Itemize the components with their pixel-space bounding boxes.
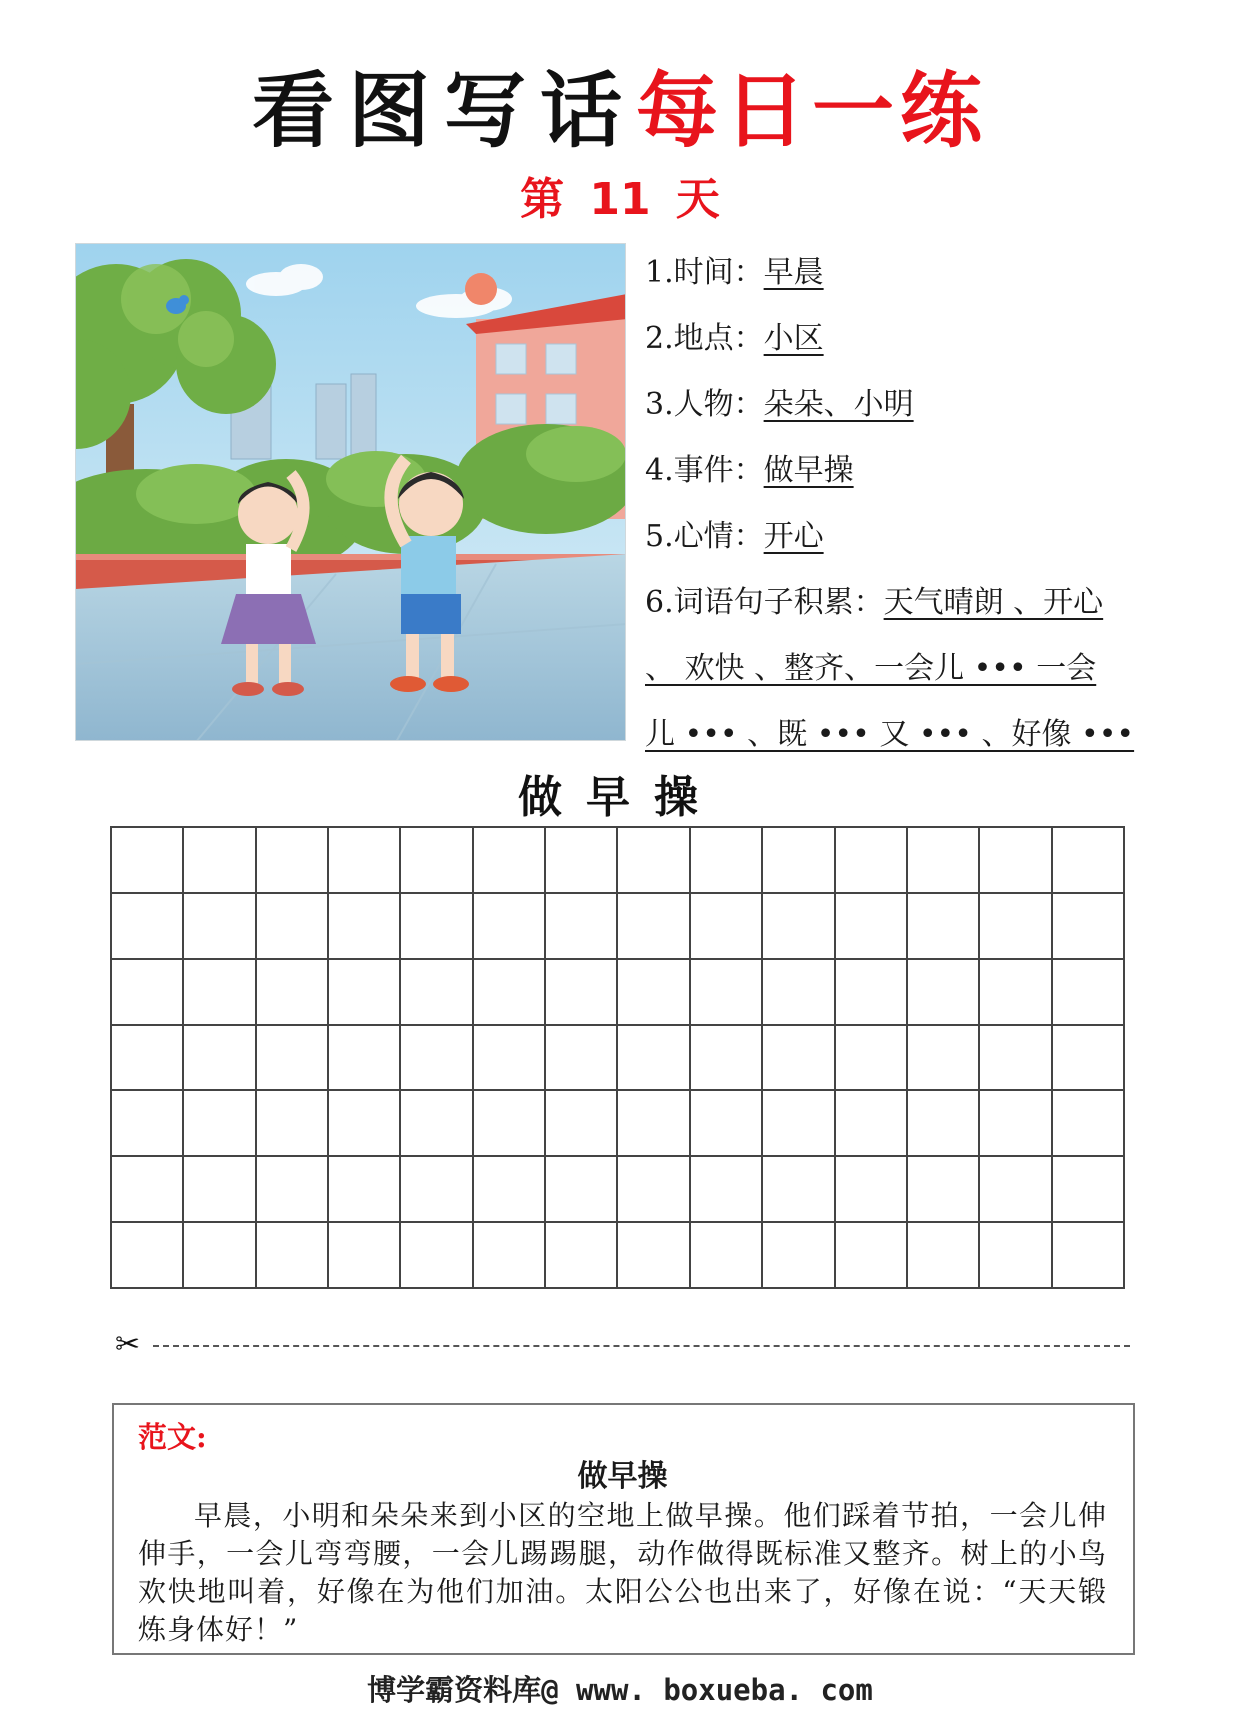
grid-cell[interactable] [112, 1091, 184, 1157]
grid-cell[interactable] [691, 828, 763, 894]
grid-cell[interactable] [329, 960, 401, 1026]
grid-cell[interactable] [257, 1223, 329, 1289]
grid-cell[interactable] [112, 828, 184, 894]
model-label: 范文: [138, 1420, 207, 1454]
grid-cell[interactable] [618, 894, 690, 960]
info-time-label: 1.时间： [645, 255, 764, 290]
grid-cell[interactable] [980, 828, 1052, 894]
grid-cell[interactable] [836, 1026, 908, 1092]
grid-cell[interactable] [329, 1157, 401, 1223]
info-mood [645, 504, 1205, 570]
grid-cell[interactable] [691, 894, 763, 960]
info-event-label: 4.事件： [645, 453, 764, 488]
grid-cell[interactable] [474, 894, 546, 960]
grid-cell[interactable] [763, 1091, 835, 1157]
grid-cell[interactable] [474, 828, 546, 894]
scissors-icon: ✂ [115, 1327, 141, 1362]
grid-cell[interactable] [401, 1157, 473, 1223]
grid-cell[interactable] [908, 1223, 980, 1289]
info-mood-label: 5.心情： [645, 519, 764, 554]
grid-cell[interactable] [546, 960, 618, 1026]
grid-cell[interactable] [329, 1223, 401, 1289]
cut-line [115, 1327, 1130, 1362]
model-text: 早晨，小明和朵朵来到小区的空地上做早操。他们踩着节拍，一会儿伸伸手，一会儿弯弯腰，一会儿踢踢腿，动作做得既标准又整齐。树上的小鸟欢快地叫着，好像在为他们加油。太阳公公也出来了，好像在说：“天天锻炼身体好！” [138, 1499, 1107, 1646]
grid-cell[interactable] [763, 1223, 835, 1289]
grid-cell[interactable] [980, 1223, 1052, 1289]
info-words [645, 570, 1205, 636]
grid-cell[interactable] [908, 828, 980, 894]
grid-cell[interactable] [1053, 894, 1125, 960]
grid-cell[interactable] [112, 1026, 184, 1092]
grid-cell[interactable] [1053, 1223, 1125, 1289]
grid-cell[interactable] [401, 894, 473, 960]
grid-cell[interactable] [474, 960, 546, 1026]
grid-cell[interactable] [257, 960, 329, 1026]
info-event-value: 做早操 [763, 453, 854, 488]
grid-cell[interactable] [908, 1157, 980, 1223]
info-list [645, 240, 1205, 768]
grid-cell[interactable] [836, 1091, 908, 1157]
grid-cell[interactable] [1053, 828, 1125, 894]
grid-cell[interactable] [329, 828, 401, 894]
grid-cell[interactable] [980, 960, 1052, 1026]
grid-cell[interactable] [763, 1157, 835, 1223]
grid-cell[interactable] [474, 1157, 546, 1223]
grid-cell[interactable] [980, 1157, 1052, 1223]
title-black: 看图写话 [251, 64, 636, 159]
grid-cell[interactable] [546, 1157, 618, 1223]
grid-cell[interactable] [908, 1026, 980, 1092]
grid-cell[interactable] [618, 828, 690, 894]
grid-cell[interactable] [908, 960, 980, 1026]
info-people [645, 372, 1205, 438]
grid-cell[interactable] [184, 1026, 256, 1092]
grid-cell[interactable] [474, 1223, 546, 1289]
grid-cell[interactable] [618, 1091, 690, 1157]
info-people-label: 3.人物： [645, 387, 764, 422]
grid-cell[interactable] [691, 1223, 763, 1289]
grid-cell[interactable] [618, 1223, 690, 1289]
grid-cell[interactable] [112, 894, 184, 960]
grid-cell[interactable] [618, 1157, 690, 1223]
grid-cell[interactable] [546, 894, 618, 960]
info-place-label: 2.地点： [645, 321, 764, 356]
grid-cell[interactable] [329, 894, 401, 960]
info-event [645, 438, 1205, 504]
grid-cell[interactable] [184, 960, 256, 1026]
grid-cell[interactable] [401, 1223, 473, 1289]
model-title: 做早操 [577, 1459, 668, 1494]
grid-cell[interactable] [763, 894, 835, 960]
scene-illustration [75, 243, 626, 741]
grid-cell[interactable] [1053, 960, 1125, 1026]
grid-cell[interactable] [184, 828, 256, 894]
grid-cell[interactable] [184, 1223, 256, 1289]
info-place-value: 小区 [763, 321, 824, 356]
grid-cell[interactable] [257, 1157, 329, 1223]
grid-cell[interactable] [763, 960, 835, 1026]
grid-cell[interactable] [401, 1091, 473, 1157]
grid-cell[interactable] [1053, 1091, 1125, 1157]
grid-cell[interactable] [474, 1026, 546, 1092]
grid-cell[interactable] [1053, 1026, 1125, 1092]
title-red: 每日一练 [636, 64, 989, 159]
grid-cell[interactable] [257, 894, 329, 960]
grid-cell[interactable] [980, 1026, 1052, 1092]
grid-cell[interactable] [112, 1223, 184, 1289]
grid-cell[interactable] [618, 960, 690, 1026]
grid-cell[interactable] [112, 1157, 184, 1223]
grid-cell[interactable] [401, 828, 473, 894]
grid-cell[interactable] [546, 1223, 618, 1289]
grid-cell[interactable] [112, 960, 184, 1026]
grid-cell[interactable] [618, 1026, 690, 1092]
grid-cell[interactable] [980, 1091, 1052, 1157]
page-title [0, 62, 1240, 162]
grid-cell[interactable] [184, 894, 256, 960]
grid-cell[interactable] [836, 1223, 908, 1289]
writing-grid [110, 826, 1125, 1289]
grid-cell[interactable] [763, 1026, 835, 1092]
info-words-line2: 、 欢快 、整齐、一会儿 ••• 一会 [645, 651, 1097, 686]
grid-cell[interactable] [184, 1091, 256, 1157]
info-place [645, 306, 1205, 372]
footer-watermark: 博学霸资料库@ www. boxueba. com [367, 1673, 873, 1707]
day-label: 第 11 天 [520, 174, 720, 225]
grid-cell[interactable] [691, 1026, 763, 1092]
grid-cell[interactable] [908, 894, 980, 960]
grid-cell[interactable] [546, 1026, 618, 1092]
grid-cell[interactable] [1053, 1157, 1125, 1223]
grid-cell[interactable] [184, 1157, 256, 1223]
grid-cell[interactable] [691, 1091, 763, 1157]
grid-cell[interactable] [329, 1091, 401, 1157]
info-mood-value: 开心 [763, 519, 824, 554]
grid-cell[interactable] [401, 960, 473, 1026]
grid-cell[interactable] [691, 960, 763, 1026]
grid-cell[interactable] [836, 828, 908, 894]
grid-cell[interactable] [836, 894, 908, 960]
grid-cell[interactable] [401, 1026, 473, 1092]
grid-cell[interactable] [329, 1026, 401, 1092]
grid-cell[interactable] [257, 1091, 329, 1157]
grid-cell[interactable] [474, 1091, 546, 1157]
dashed-divider [153, 1345, 1130, 1347]
info-time [645, 240, 1205, 306]
model-essay-box [112, 1403, 1135, 1655]
info-words-line1: 天气晴朗 、开心 [883, 585, 1104, 620]
grid-cell[interactable] [546, 828, 618, 894]
info-words-line3: 儿 ••• 、既 ••• 又 ••• 、好像 ••• [645, 717, 1135, 752]
grid-cell[interactable] [691, 1157, 763, 1223]
grid-cell[interactable] [546, 1091, 618, 1157]
grid-cell[interactable] [257, 828, 329, 894]
grid-cell[interactable] [980, 894, 1052, 960]
info-people-value: 朵朵、小明 [763, 387, 914, 422]
info-words-label: 6.词语句子积累： [645, 585, 884, 620]
grid-cell[interactable] [836, 1157, 908, 1223]
grid-cell[interactable] [763, 828, 835, 894]
grid-cell[interactable] [836, 960, 908, 1026]
info-time-value: 早晨 [763, 255, 824, 290]
grid-cell[interactable] [908, 1091, 980, 1157]
grid-cell[interactable] [257, 1026, 329, 1092]
writing-title: 做早操 [518, 772, 722, 823]
